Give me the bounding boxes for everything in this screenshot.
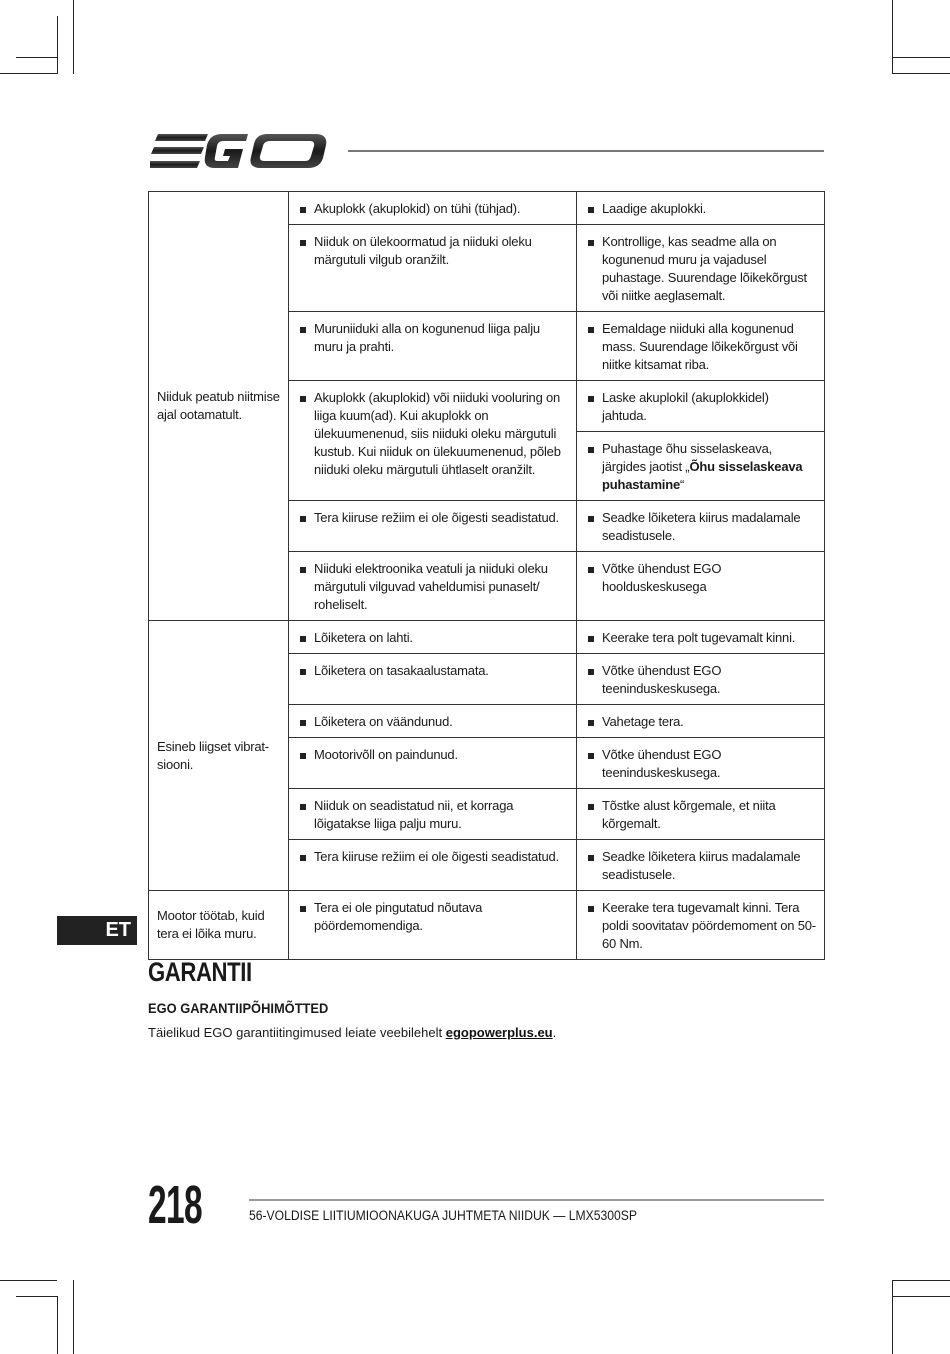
warranty-subheading: EGO GARANTIIPÕHIMÕTTED <box>148 1000 329 1016</box>
problem-cell: Mootor töötab, kuid tera ei lõika muru. <box>149 891 289 960</box>
cause-cell: Lõiketera on lahti. <box>289 621 577 654</box>
table-row <box>149 891 825 960</box>
crop-mark <box>892 1296 950 1297</box>
problem-cell: Niiduk peatub niitmise ajal ootamatult. <box>149 192 289 621</box>
cause-cell: Tera kiiruse režiim ei ole õigesti seadistatud. <box>289 840 577 891</box>
crop-mark <box>892 0 893 74</box>
table-row <box>149 192 825 225</box>
solution-cell <box>577 432 825 501</box>
warranty-text: Täielikud EGO garantiitingimused leiate veebilehelt <box>148 1025 446 1040</box>
solution-cell: Võtke ühendust EGO hoolduskeskusega <box>577 552 825 621</box>
solution-cell: Eemaldage niiduki alla kogunenud mass. Suurendage lõikekõrgust või niitke kitsamat riba. <box>577 312 825 381</box>
cause-cell: Mootorivõll on paindunud. <box>289 738 577 789</box>
crop-mark <box>73 0 74 74</box>
warranty-heading: GARANTII <box>148 957 252 987</box>
crop-mark <box>16 1296 57 1297</box>
footer-product-line: 56-VOLDISE LIITIUMIOONAKUGA JUHTMETA NIIDUK — LMX5300SP <box>249 1208 638 1223</box>
cause-cell: Lõiketera on väändunud. <box>289 705 577 738</box>
crop-mark <box>892 1280 950 1281</box>
warranty-link[interactable]: egopowerplus.eu <box>445 1025 553 1040</box>
cause-cell: Tera kiiruse režiim ei ole õigesti seadistatud. <box>289 501 577 552</box>
solution-cell: Laadige akuplokki. <box>577 192 825 225</box>
solution-cell: Vahetage tera. <box>577 705 825 738</box>
troubleshooting-table <box>148 191 825 960</box>
cause-cell: Muruniiduki alla on kogunenud liiga palju muru ja prahti. <box>289 312 577 381</box>
problem-cell: Esineb liigset vibrat-siooni. <box>149 621 289 891</box>
warranty-paragraph <box>148 1025 556 1040</box>
section-reference: Õhu sisselaskeava puhastamine <box>602 459 803 492</box>
cause-cell: Niiduki elektroonika veatuli ja niiduki oleku märgutuli vilguvad vaheldumisi punaselt/ roheliselt. <box>289 552 577 621</box>
cause-cell: Tera ei ole pingutatud nõutava pöördemomendiga. <box>289 891 577 960</box>
crop-mark <box>0 1280 57 1281</box>
page-number: 218 <box>148 1175 203 1235</box>
crop-mark <box>57 1296 58 1354</box>
solution-cell: Võtke ühendust EGO teeninduskeskusega. <box>577 738 825 789</box>
cause-cell: Niiduk on ülekoormatud ja niiduki oleku märgutuli vilgub oranžilt. <box>289 225 577 312</box>
ego-logo <box>150 131 330 171</box>
solution-cell: Seadke lõiketera kiirus madalamale seadistusele. <box>577 840 825 891</box>
cause-cell: Akuplokk (akuplokid) või niiduki vooluring on liiga kuum(ad). Kui akuplokk on ülekuumenenud, siis niiduki oleku märgutuli kustub. Kui niiduk on ülekuumenenud, põleb niiduki oleku märgutuli ühtlaselt oranžilt. <box>289 381 577 501</box>
header-rule <box>348 150 824 152</box>
solution-cell: Keerake tera polt tugevamalt kinni. <box>577 621 825 654</box>
crop-mark <box>892 1280 893 1354</box>
solution-text: “ <box>679 477 685 492</box>
crop-mark <box>892 73 950 74</box>
crop-mark <box>73 1280 74 1354</box>
cause-cell: Akuplokk (akuplokid) on tühi (tühjad). <box>289 192 577 225</box>
cause-cell: Niiduk on seadistatud nii, et korraga lõigatakse liiga palju muru. <box>289 789 577 840</box>
solution-cell: Võtke ühendust EGO teeninduskeskusega. <box>577 654 825 705</box>
crop-mark <box>57 16 58 74</box>
crop-mark <box>892 57 950 58</box>
solution-text: Puhastage õhu sisselaskeava, järgides jaotist „ <box>602 441 773 474</box>
solution-cell: Seadke lõiketera kiirus madalamale seadistusele. <box>577 501 825 552</box>
footer-rule <box>249 1199 824 1201</box>
crop-mark <box>0 73 57 74</box>
language-tab: ET <box>57 916 137 945</box>
solution-cell: Laske akuplokil (akuplokkidel) jahtuda. <box>577 381 825 432</box>
cause-cell: Lõiketera on tasakaalustamata. <box>289 654 577 705</box>
warranty-text-end: . <box>552 1025 557 1040</box>
table-row <box>149 621 825 654</box>
crop-mark <box>16 57 57 58</box>
solution-cell: Keerake tera tugevamalt kinni. Tera poldi soovitatav pöördemoment on 50-60 Nm. <box>577 891 825 960</box>
solution-cell: Kontrollige, kas seadme alla on kogunenud muru ja vajadusel puhastage. Suurendage lõikekõrgust või niitke aeglasemalt. <box>577 225 825 312</box>
solution-cell: Tõstke alust kõrgemale, et niita kõrgemalt. <box>577 789 825 840</box>
